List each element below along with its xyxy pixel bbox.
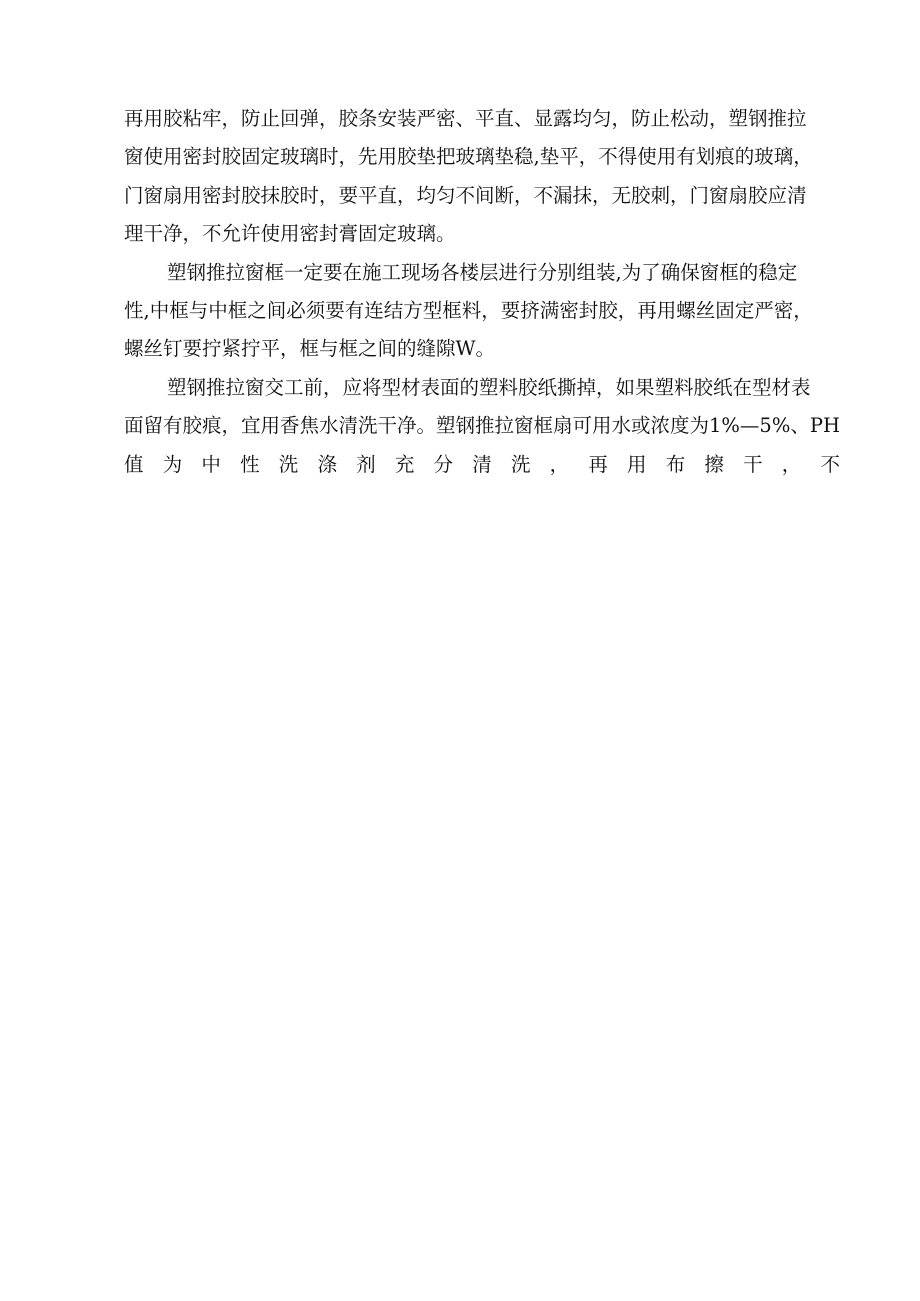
paragraph-line: 再用胶粘牢，防止回弹，胶条安装严密、平直、显露均匀，防止松动，塑钢推拉 <box>124 107 807 130</box>
paragraph-line: 理干净，不允许使用密封膏固定玻璃。 <box>124 222 456 246</box>
paragraph-line: 塑钢推拉窗框一定要在施工现场各楼层进行分别组装,为了确保窗框的稳定 <box>167 260 798 284</box>
paragraph-line: 塑钢推拉窗交工前，应将型材表面的塑料胶纸撕掉，如果塑料胶纸在型材表 <box>167 375 811 399</box>
document-body <box>124 100 840 484</box>
paragraph-line: 螺丝钉要拧紧拧平，框与框之间的缝隙W。 <box>124 337 496 361</box>
paragraph-2 <box>124 254 840 369</box>
paragraph-line: 值 为 中 性 洗 涤 剂 充 分 清 洗 ， 再 用 布 擦 干 ， 不 <box>124 452 840 476</box>
paragraph-1 <box>124 100 840 254</box>
paragraph-line: 门窗扇用密封胶抹胶时，要平直，均匀不间断，不漏抹，无胶刺，门窗扇胶应清 <box>124 183 807 207</box>
paragraph-line: 性,中框与中框之间必须要有连结方型框料，要挤满密封胶，再用螺丝固定严密， <box>124 298 813 322</box>
paragraph-3 <box>124 369 840 484</box>
paragraph-line: 窗使用密封胶固定玻璃时，先用胶垫把玻璃垫稳,垫平，不得使用有划痕的玻璃， <box>124 145 813 169</box>
paragraph-line: 面留有胶痕，宜用香焦水清洗干净。塑钢推拉窗框扇可用水或浓度为1%—5%、PH <box>124 414 840 438</box>
